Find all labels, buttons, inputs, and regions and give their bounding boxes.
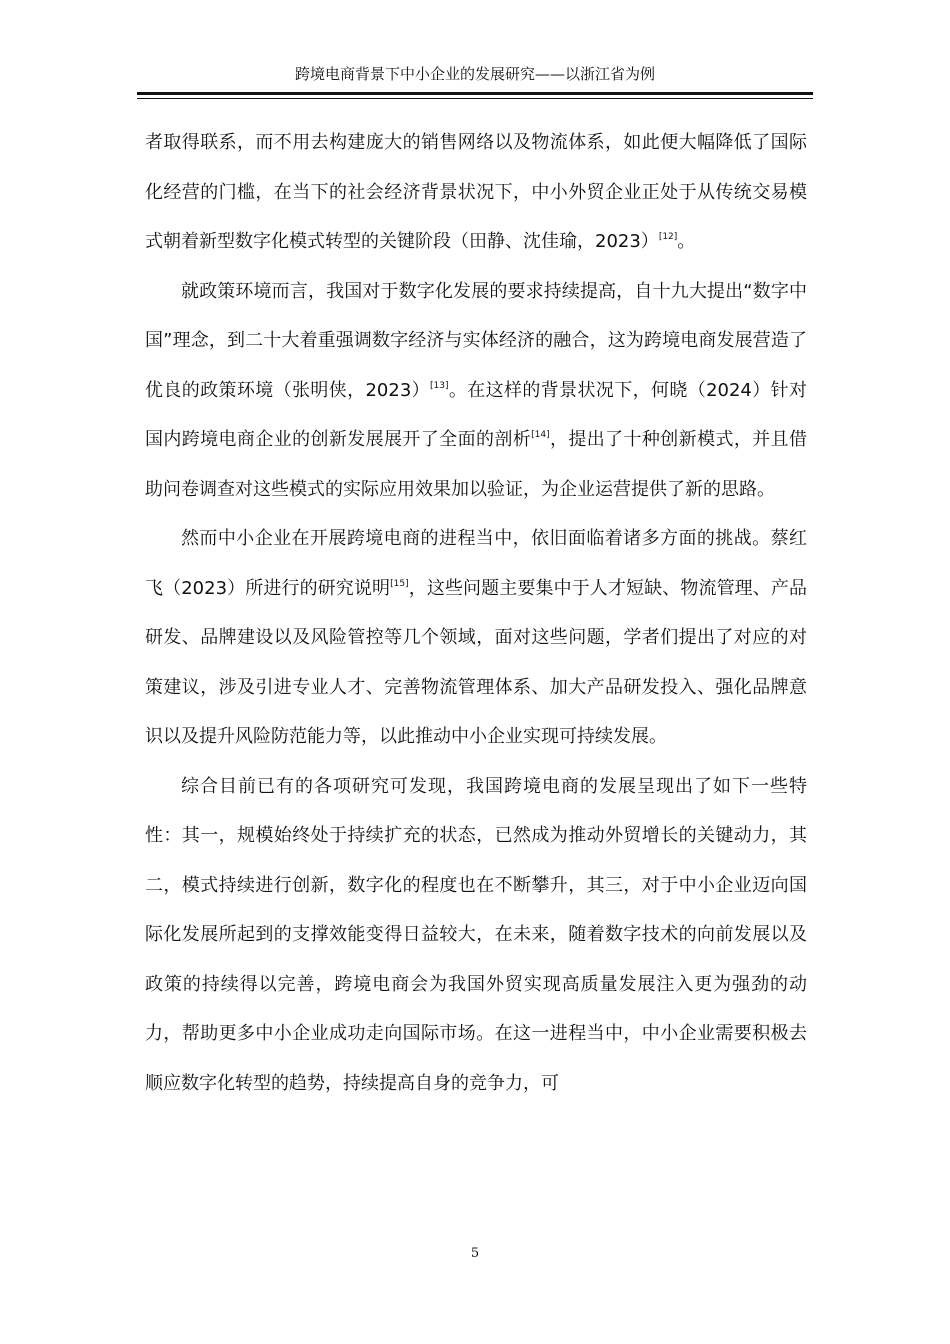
paragraph-1: 者取得联系，而不用去构建庞大的销售网络以及物流体系，如此便大幅降低了国际化经营的门槛，在当下的社会经济背景状况下，中小外贸企业正处于从传统交易模式朝着新型数字化模式转型的关键阶段（田静、沈佳瑜，2023）[12]。 xyxy=(145,132,807,252)
paragraph-2: 就政策环境而言，我国对于数字化发展的要求持续提高，自十九大提出“数字中国”理念，到二十大着重强调数字经济与实体经济的融合，这为跨境电商发展营造了优良的政策环境（张明侠，2023）[13]。在这样的背景状况下，何晓（2024）针对国内跨境电商企业的创新发展展开了全面的剖析[14]，提出了十种创新模式，并且借助问卷调查对这些模式的实际应用效果加以验证，为企业运营提供了新的思路。 xyxy=(145,280,807,500)
paragraph-3: 然而中小企业在开展跨境电商的进程当中，依旧面临着诸多方面的挑战。蔡红飞（2023）所进行的研究说明[15]，这些问题主要集中于人才短缺、物流管理、产品研发、品牌建设以及风险管控等几个领域，面对这些问题，学者们提出了对应的对策建议，涉及引进专业人才、完善物流管理体系、加大产品研发投入、强化品牌意识以及提升风险防范能力等，以此推动中小企业实现可持续发展。 xyxy=(145,528,808,747)
body-text xyxy=(145,118,807,1108)
citation-13: [13] xyxy=(430,380,449,391)
running-header: 跨境电商背景下中小企业的发展研究——以浙江省为例 xyxy=(294,65,655,83)
citation-15: [15] xyxy=(390,578,409,589)
citation-14: [14] xyxy=(531,430,550,440)
header-rule-thin xyxy=(137,98,813,99)
header-rule-thick xyxy=(137,92,813,95)
citation-12: [12] xyxy=(658,232,678,242)
paragraph-4: 综合目前已有的各项研究可发现，我国跨境电商的发展呈现出了如下一些特性：其一，规模始终处于持续扩充的状态，已然成为推动外贸增长的关键动力，其二，模式持续进行创新，数字化的程度也在不断攀升，其三，对于中小企业迈向国际化发展所起到的支撑效能变得日益较大，在未来，随着数字技术的向前发展以及政策的持续得以完善，跨境电商会为我国外贸实现高质量发展注入更为强劲的动力，帮助更多中小企业成功走向国际市场。在这一进程当中，中小企业需要积极去顺应数字化转型的趋势，持续提高自身的竞争力，可 xyxy=(145,775,807,1094)
page-number: 5 xyxy=(470,1246,480,1261)
